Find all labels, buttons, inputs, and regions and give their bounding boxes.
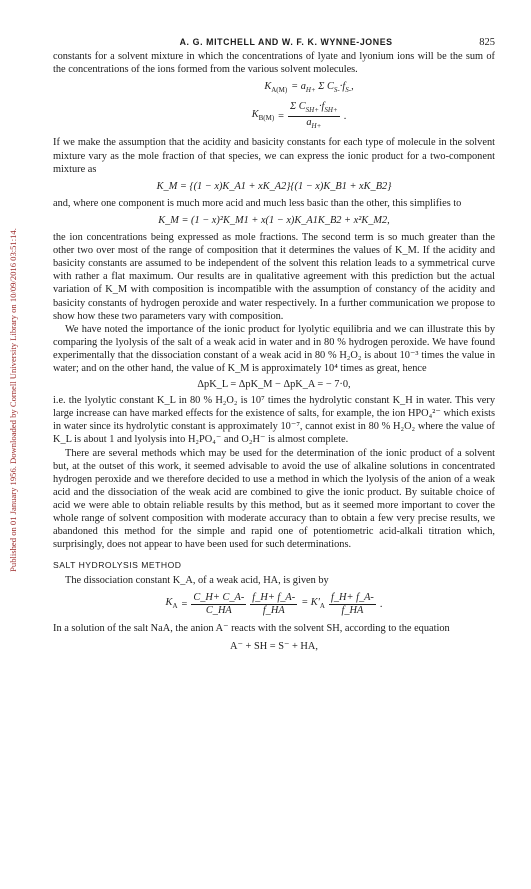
paragraph-discussion: the ion concentrations being expressed as mole fractions. The second term is so much greater than the other two over most of the range of composition that it determines the values of K_M. If the acidity and basicity constants are assumed to be independent of the solvent this relation leads to a symmetrical curve with rather a flat maximum. Our results are in qualitative agreement with this prediction but the actual variation of K_M with composition is incompatible with the assumption of constancy of the acidity and basicity constants of hydrogen peroxide and water respectively. In a further communication we propose to show how these two parameters vary with composition.	[53, 232, 495, 322]
paragraph-salt-reaction: In a solution of the salt NaA, the anion A⁻ reacts with the solvent SH, according to the equation	[53, 623, 450, 635]
equation-km: K_M = {(1 − x)K_A1 + xK_A2}{(1 − x)K_B1 + xK_B2}	[156, 180, 392, 192]
running-head	[53, 36, 495, 50]
article-page	[53, 36, 495, 657]
equation-reaction: A⁻ + SH = S⁻ + HA,	[230, 640, 318, 652]
download-notice	[6, 120, 20, 680]
paragraph-lyolysis: We have noted the importance of the ionic product for lyolytic equilibria and we can illustrate this by comparing the lyolysis of the salt of a weak acid in water and in 80 % hydrogen peroxide. We have found experimentally that the dissociation constant of a weak acid in 80 % H₂O₂ is about 10⁻³ times the value in water; and on the other hand, the value of K_M is approximately 10⁴ times as great, hence	[53, 323, 495, 374]
running-head-authors: A. G. MITCHELL AND W. F. K. WYNNE-JONES	[179, 37, 393, 47]
equation-kb: $K_{B(M)}$ = $\frac{\Sigma C_{SH+}\cdot f_{SH+}}{a_{H+}}$ .	[251, 101, 347, 131]
equation-delta-pk: ΔpK_L = ΔpK_M − ΔpK_A = − 7·0,	[197, 379, 351, 391]
paragraph-assumption: If we make the assumption that the acidity and basicity constants for each type of molecule in the solvent mixture vary as the mole fraction of that species, we can express the ionic product for a two-component mixture as	[53, 137, 495, 175]
equation-dissociation: $K_A$ = $\frac{C\_H+ C\_A-}{C\_HA}$ $\frac{f\_H+ f\_A-}{f\_HA}$ = $K'_A$ $\frac{f\_H+ f\_A-}{f\_HA}$ .	[165, 592, 383, 617]
paragraph-simplifies: and, where one component is much more acid and much less basic than the other, this simplifies to	[53, 197, 462, 209]
equation-ka: $K_{A(M)}$ = $a_{H+}$ Σ $C_{S-}\cdot f_{S-}$,	[264, 81, 354, 95]
download-notice-text: Published on 01 January 1956. Downloaded by Cornell University Library on 10/09/2016 03:51:14.	[8, 228, 18, 572]
paragraph-dissociation: The dissociation constant K_A, of a weak acid, HA, is given by	[65, 575, 329, 587]
paragraph-intro: constants for a solvent mixture in which the concentrations of lyate and lyonium ions will be the sum of the concentrations of the ions formed from the various solvent molecules.	[53, 51, 495, 76]
section-heading: SALT HYDROLYSIS METHOD	[53, 560, 182, 571]
page-number: 825	[479, 37, 495, 48]
paragraph-methods: There are several methods which may be used for the determination of the ionic product of a solvent but, at the outset of this work, it seemed advisable to avoid the use of alkaline solutions in concentrated hydrogen peroxide and we therefore decided to use a method in which the lyolysis of the anion of a weak acid and the dissociation of the weak acid are combined to give the ionic product. By suitable choice of acid we were able to obtain reliable results by this method, but as it seemed more important to cover the whole range of solvent composition with moderate accuracy than to obtain a few very precise results, we abandoned this method for the simple and rapid one of potentiometric acid-alkali titration which, surprisingly, does not appear to have been used for such determinations.	[53, 447, 495, 551]
paragraph-lyolytic-constant: i.e. the lyolytic constant K_L in 80 % H₂O₂ is 10⁷ times the hydrolytic constant K_H in water. This very large increase can have marked effects for the existence of salts, for example, the ion HPO₄²⁻ which exists in water since its hydrolytic constant is approximately 10⁻⁷, cannot exist in 80 % H₂O₂ where the value of K_L is about 1 and lyolysis into H₂PO₄⁻ and O₂H⁻ is almost complete.	[53, 395, 495, 446]
equation-km-simplified: K_M = (1 − x)²K_M1 + x(1 − x)K_A1K_B2 + x²K_M2,	[158, 214, 390, 226]
